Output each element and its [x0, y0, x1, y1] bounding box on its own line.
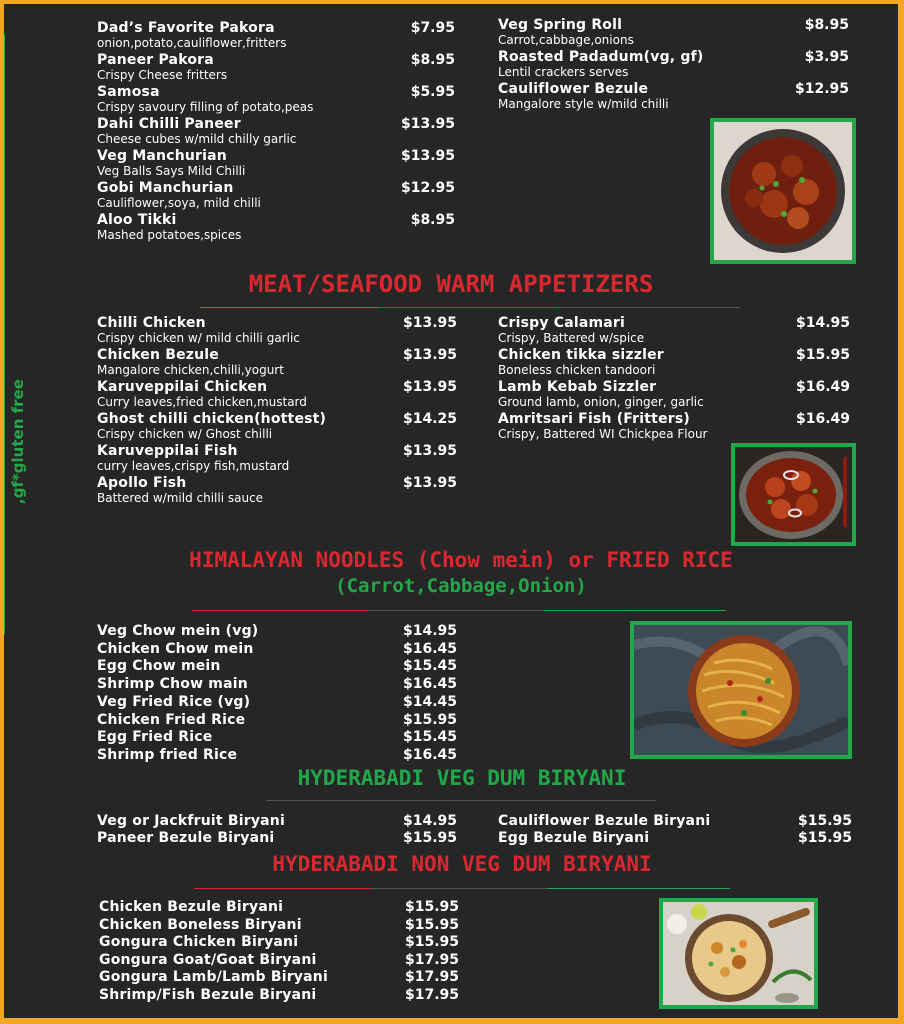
item-price: $15.45 — [402, 658, 457, 675]
menu-item — [97, 379, 457, 409]
item-price: $8.95 — [410, 52, 455, 68]
menu-item — [498, 17, 849, 47]
nonveg-biryani-rule — [194, 888, 730, 889]
biryani-image — [663, 902, 814, 1005]
menu-item — [97, 411, 457, 441]
item-name: Cauliflower Bezule Biryani — [498, 813, 711, 829]
item-name: Aloo Tikki — [97, 212, 177, 228]
noodles-heading: HIMALAYAN NOODLES (Chow mein) or FRIED RICE — [189, 548, 733, 572]
item-price: $15.95 — [797, 813, 852, 829]
item-name: Veg Chow mein (vg) — [97, 623, 259, 639]
item-price: $8.95 — [410, 212, 455, 228]
menu-item — [97, 813, 457, 829]
item-price: $3.95 — [804, 49, 849, 65]
item-name: Ghost chilli chicken(hottest) — [97, 411, 327, 427]
menu-item — [99, 969, 459, 985]
item-name: Dahi Chilli Paneer — [97, 116, 241, 132]
gobi-manchurian-photo — [710, 118, 856, 264]
menu-item — [97, 20, 455, 50]
item-price: $15.45 — [402, 729, 457, 746]
item-description: Mangalore style w/mild chilli — [498, 97, 669, 111]
item-description: Veg Balls Says Mild Chilli — [97, 164, 246, 178]
menu-item — [498, 830, 852, 846]
meat-heading: MEAT/SEAFOOD WARM APPETIZERS — [248, 270, 654, 298]
item-name: Veg Spring Roll — [498, 17, 623, 33]
item-description: onion,potato,cauliflower,fritters — [97, 36, 287, 50]
chow-mein-photo — [630, 621, 852, 759]
menu-item — [97, 116, 455, 146]
item-price: $13.95 — [402, 443, 457, 459]
item-price: $15.95 — [404, 934, 459, 951]
item-name: Gongura Lamb/Lamb Biryani — [99, 969, 328, 986]
item-name: Gongura Goat/Goat Biryani — [99, 951, 317, 968]
item-name: Veg Manchurian — [97, 148, 227, 164]
item-name: Chilli Chicken — [97, 315, 206, 331]
biryani-photo — [659, 898, 818, 1009]
menu-item — [97, 658, 457, 674]
item-price: $15.95 — [404, 916, 459, 933]
menu-item — [99, 987, 459, 1003]
item-price: $13.95 — [402, 315, 457, 331]
item-price: $16.45 — [402, 640, 457, 657]
item-price: $15.95 — [402, 830, 457, 846]
menu-item — [97, 623, 457, 639]
chilli-chicken-image — [735, 447, 852, 542]
item-description: Mangalore chicken,chilli,yogurt — [97, 363, 284, 377]
item-name: Chicken Bezule Biryani — [99, 899, 284, 915]
item-name: Egg Chow mein — [97, 658, 221, 675]
menu-item — [97, 84, 455, 114]
menu-item — [97, 641, 457, 657]
item-description: Cheese cubes w/mild chilly garlic — [97, 132, 297, 146]
item-name: Egg Bezule Biryani — [498, 830, 650, 846]
item-name: Cauliflower Bezule — [498, 81, 649, 97]
menu-item — [97, 729, 457, 745]
green-side-line — [4, 34, 5, 634]
item-description: Lentil crackers serves — [498, 65, 629, 79]
item-price: $15.95 — [402, 711, 457, 728]
item-name: Egg Fried Rice — [97, 729, 213, 746]
item-description: Curry leaves,fried chicken,mustard — [97, 395, 307, 409]
item-price: $15.95 — [797, 830, 852, 846]
veg-biryani-heading: HYDERABADI VEG DUM BIRYANI — [297, 766, 627, 790]
item-name: Apollo Fish — [97, 475, 187, 491]
menu-item — [97, 347, 457, 377]
item-name: Shrimp/Fish Bezule Biryani — [99, 987, 317, 1003]
item-name: Gobi Manchurian — [97, 180, 234, 196]
chow-mein-image — [634, 625, 848, 755]
item-name: Roasted Padadum(vg, gf) — [498, 49, 704, 65]
chilli-chicken-photo — [731, 443, 856, 546]
item-price: $17.95 — [404, 951, 459, 968]
item-name: Shrimp fried Rice — [97, 746, 238, 763]
item-description: Crispy chicken w/ Ghost chilli — [97, 427, 273, 441]
item-name: Shrimp Chow main — [97, 676, 248, 693]
item-price: $13.95 — [402, 379, 457, 395]
item-price: $14.95 — [795, 315, 850, 331]
item-description: Crispy, Battered w/spice — [498, 331, 645, 345]
item-price: $15.95 — [404, 899, 459, 915]
item-price: $16.45 — [402, 746, 457, 763]
item-name: Amritsari Fish (Fritters) — [498, 411, 690, 427]
menu-item — [498, 813, 852, 829]
menu-item — [99, 899, 459, 915]
item-description: Crispy, Battered WI Chickpea Flour — [498, 427, 708, 441]
menu-page — [4, 4, 898, 1018]
item-name: Lamb Kebab Sizzler — [498, 379, 657, 395]
menu-item — [97, 830, 457, 846]
gluten-free-note: ,gf*gluten free — [9, 379, 27, 504]
menu-item — [498, 347, 850, 377]
item-description: Crispy savoury filling of potato,peas — [97, 100, 314, 114]
item-name: Veg Fried Rice (vg) — [97, 693, 251, 710]
item-price: $5.95 — [410, 84, 455, 100]
item-name: Dad’s Favorite Pakora — [97, 20, 275, 36]
item-name: Gongura Chicken Biryani — [99, 934, 299, 951]
item-description: Crispy Cheese fritters — [97, 68, 228, 82]
item-price: $14.95 — [402, 623, 457, 639]
item-description: Boneless chicken tandoori — [498, 363, 656, 377]
item-price: $15.95 — [795, 347, 850, 363]
item-description: Ground lamb, onion, ginger, garlic — [498, 395, 704, 409]
meat-heading-rule — [200, 307, 740, 308]
menu-item — [97, 694, 457, 710]
item-price: $13.95 — [400, 148, 455, 164]
item-name: Chicken Chow mein — [97, 640, 254, 657]
item-price: $16.45 — [402, 676, 457, 693]
noodles-heading-rule — [192, 610, 726, 611]
item-price: $12.95 — [400, 180, 455, 196]
item-name: Karuveppilai Chicken — [97, 379, 268, 395]
menu-item — [498, 81, 849, 111]
item-name: Chicken Boneless Biryani — [99, 916, 302, 933]
menu-item — [498, 411, 850, 441]
item-name: Chicken tikka sizzler — [498, 347, 664, 363]
item-name: Samosa — [97, 84, 160, 100]
item-name: Karuveppilai Fish — [97, 443, 238, 459]
item-name: Chicken Bezule — [97, 347, 219, 363]
menu-item — [97, 180, 455, 210]
menu-item — [97, 315, 457, 345]
menu-item — [97, 747, 457, 763]
item-description: Carrot,cabbage,onions — [498, 33, 634, 47]
menu-item — [97, 712, 457, 728]
item-name: Paneer Bezule Biryani — [97, 830, 275, 846]
item-name: Crispy Calamari — [498, 315, 626, 331]
item-price: $13.95 — [402, 475, 457, 491]
item-price: $17.95 — [404, 969, 459, 986]
item-price: $16.49 — [795, 379, 850, 395]
menu-item — [97, 148, 455, 178]
item-price: $7.95 — [410, 20, 455, 36]
menu-item — [97, 475, 457, 505]
menu-item — [498, 379, 850, 409]
menu-item — [498, 315, 850, 345]
menu-item — [99, 917, 459, 933]
veg-biryani-rule — [266, 800, 656, 801]
menu-item — [99, 952, 459, 968]
item-price: $14.25 — [402, 411, 457, 427]
item-price: $14.45 — [402, 693, 457, 710]
item-description: Battered w/mild chilli sauce — [97, 491, 264, 505]
menu-item — [99, 934, 459, 950]
item-name: Veg or Jackfruit Biryani — [97, 813, 285, 829]
gobi-manchurian-image — [714, 122, 852, 260]
item-name: Paneer Pakora — [97, 52, 214, 68]
item-description: Crispy chicken w/ mild chilli garlic — [97, 331, 300, 345]
noodles-subheading: (Carrot,Cabbage,Onion) — [335, 575, 587, 597]
menu-item — [498, 49, 849, 79]
item-price: $12.95 — [794, 81, 849, 97]
menu-item — [97, 212, 455, 242]
item-description: Cauliflower,soya, mild chilli — [97, 196, 261, 210]
menu-item — [97, 52, 455, 82]
menu-item — [97, 676, 457, 692]
item-description: curry leaves,crispy fish,mustard — [97, 459, 290, 473]
item-name: Chicken Fried Rice — [97, 711, 246, 728]
item-price: $14.95 — [402, 813, 457, 829]
item-price: $17.95 — [404, 987, 459, 1003]
item-price: $13.95 — [400, 116, 455, 132]
item-price: $8.95 — [804, 17, 849, 33]
item-description: Mashed potatoes,spices — [97, 228, 242, 242]
menu-item — [97, 443, 457, 473]
item-price: $16.49 — [795, 411, 850, 427]
item-price: $13.95 — [402, 347, 457, 363]
nonveg-biryani-heading: HYDERABADI NON VEG DUM BIRYANI — [272, 852, 652, 876]
